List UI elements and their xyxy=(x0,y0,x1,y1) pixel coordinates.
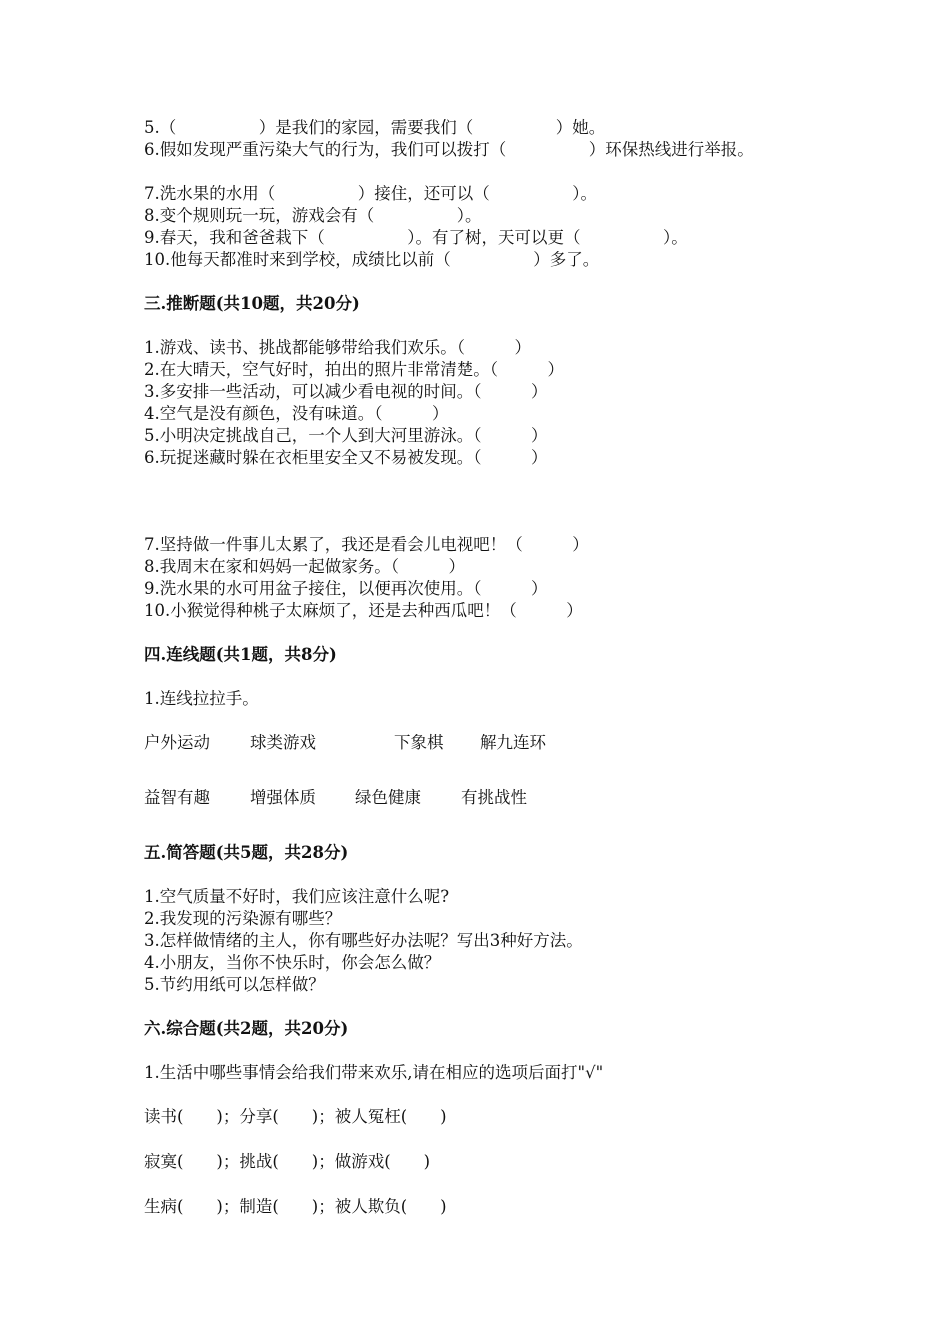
section-judge-title: 三.推断题(共10题，共20分) xyxy=(144,294,360,313)
short-item-5: 5.节约用纸可以怎样做？ xyxy=(144,975,325,994)
match-bottom-word: 益智有趣 xyxy=(144,788,210,807)
short-item-3: 3.怎样做情绪的主人，你有哪些好办法呢？写出3种好方法。 xyxy=(144,931,583,950)
judge-item-7: 7.坚持做一件事儿太累了，我还是看会儿电视吧！（ ） xyxy=(144,535,589,554)
match-bottom-word: 绿色健康 xyxy=(355,788,421,807)
comp-row-3: 生病( )；制造( )；被人欺负( ) xyxy=(144,1197,447,1216)
judge-item-5: 5.小明决定挑战自己，一个人到大河里游泳。（ ） xyxy=(144,426,548,445)
judge-item-6: 6.玩捉迷藏时躲在衣柜里安全又不易被发现。（ ） xyxy=(144,448,548,467)
match-top-word: 下象棋 xyxy=(394,733,444,752)
judge-item-4: 4.空气是没有颜色，没有味道。（ ） xyxy=(144,404,449,423)
match-bottom-row xyxy=(144,787,824,809)
judge-item-3: 3.多安排一些活动，可以减少看电视的时间。（ ） xyxy=(144,382,548,401)
match-top-row xyxy=(144,732,824,754)
section-match-title: 四.连线题(共1题，共8分) xyxy=(144,645,337,664)
comp-question: 1.生活中哪些事情会给我们带来欢乐,请在相应的选项后面打"√" xyxy=(144,1063,604,1082)
short-item-2: 2.我发现的污染源有哪些？ xyxy=(144,909,342,928)
section-comp-title: 六.综合题(共2题，共20分) xyxy=(144,1019,349,1038)
fill-item-5: 5.（ ）是我们的家园，需要我们（ ）她。 xyxy=(144,118,606,137)
fill-item-8: 8.变个规则玩一玩，游戏会有（ ）。 xyxy=(144,206,482,225)
judge-item-10: 10.小猴觉得种桃子太麻烦了，还是去种西瓜吧！（ ） xyxy=(144,601,583,620)
fill-item-10: 10.他每天都准时来到学校，成绩比以前（ ）多了。 xyxy=(144,250,600,269)
match-bottom-word: 增强体质 xyxy=(250,788,316,807)
match-top-word: 户外运动 xyxy=(144,733,210,752)
judge-list-b xyxy=(144,534,589,622)
match-question: 1.连线拉拉手。 xyxy=(144,689,259,708)
match-bottom-word: 有挑战性 xyxy=(461,788,527,807)
comp-row-2: 寂寞( )；挑战( )；做游戏( ) xyxy=(144,1152,431,1171)
judge-item-9: 9.洗水果的水可用盆子接住，以便再次使用。（ ） xyxy=(144,579,548,598)
match-top-word: 解九连环 xyxy=(480,733,546,752)
comp-row-1: 读书( )；分享( )；被人冤枉( ) xyxy=(144,1107,447,1126)
fill-item-9: 9.春天，我和爸爸栽下（ ）。有了树，天可以更（ ）。 xyxy=(144,228,688,247)
short-item-4: 4.小朋友，当你不快乐时，你会怎么做？ xyxy=(144,953,441,972)
match-top-word: 球类游戏 xyxy=(250,733,316,752)
fill-item-6: 6.假如发现严重污染大气的行为，我们可以拨打（ ）环保热线进行举报。 xyxy=(144,140,754,159)
short-item-1: 1.空气质量不好时，我们应该注意什么呢? xyxy=(144,887,450,906)
fill-item-7: 7.洗水果的水用（ ）接住，还可以（ ）。 xyxy=(144,184,597,203)
short-answer-list xyxy=(144,886,583,996)
judge-item-1: 1.游戏、读书、挑战都能够带给我们欢乐。（ ） xyxy=(144,338,531,357)
section-short-title: 五.简答题(共5题，共28分) xyxy=(144,843,349,862)
judge-list-a xyxy=(144,337,564,469)
judge-item-8: 8.我周末在家和妈妈一起做家务。（ ） xyxy=(144,557,465,576)
judge-item-2: 2.在大晴天，空气好时，拍出的照片非常清楚。（ ） xyxy=(144,360,564,379)
